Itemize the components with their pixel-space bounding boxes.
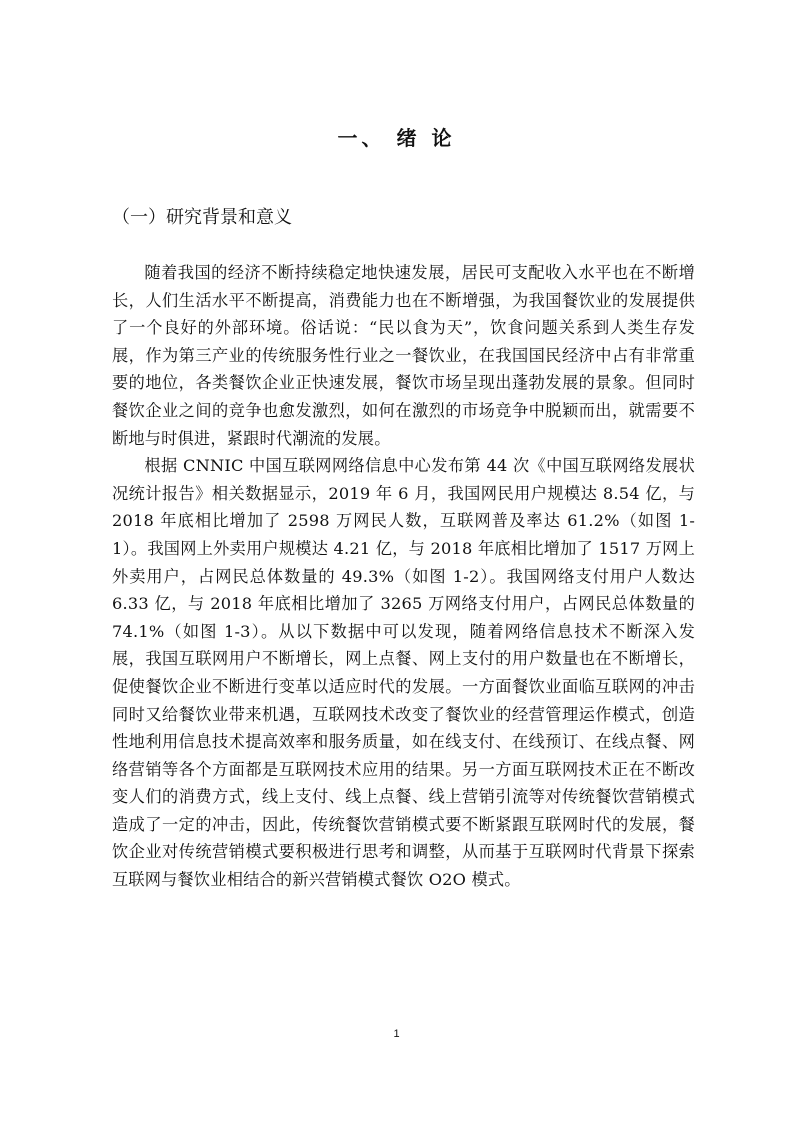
paragraph-statistics: 根据 CNNIC 中国互联网网络信息中心发布第 44 次《中国互联网络发展状况统计报告》相关数据显示，2019 年 6 月，我国网民用户规模达 8.54 亿，与 2018 年底相比增加了 2598 万网民人数，互联网普及率达 61.2%（如图 1-1）。我国网上外卖用户规模达 4.21 亿，与 2018 年底相比增加了 1517 万网上外卖用户，占网民总体数量的 49.3%（如图 1-2）。我国网络支付用户人数达 6.33 亿，与 2018 年底相比增加了 3265 万网络支付用户，占网民总体数量的 74.1%（如图 1-3）。从以下数据中可以发现，随着网络信息技术不断深入发展，我国互联网用户不断增长，网上点餐、网上支付的用户数量也在不断增长，促使餐饮企业不断进行变革以适应时代的发展。一方面餐饮业面临互联网的冲击同时又给餐饮业带来机遇，互联网技术改变了餐饮业的经营管理运作模式，创造性地利用信息技术提高效率和服务质量，如在线支付、在线预订、在线点餐、网络营销等各个方面都是互联网技术应用的结果。另一方面互联网技术正在不断改变人们的消费方式，线上支付、线上点餐、线上营销引流等对传统餐饮营销模式造成了一定的冲击，因此，传统餐饮营销模式要不断紧跟互联网时代的发展，餐饮企业对传统营销模式要积极进行思考和调整，从而基于互联网时代背景下探索互联网与餐饮业相结合的新兴营销模式餐饮 O2O 模式。 bbox=[112, 456, 695, 890]
body-text bbox=[112, 259, 695, 894]
chapter-title: 一、 绪 论 bbox=[337, 126, 456, 150]
section-title: （一）研究背景和意义 bbox=[112, 207, 292, 228]
paragraph-background: 随着我国的经济不断持续稳定地快速发展，居民可支配收入水平也在不断增长，人们生活水平不断提高，消费能力也在不断增强，为我国餐饮业的发展提供了一个良好的外部环境。俗话说：“民以食为天”，饮食问题关系到人类生存发展，作为第三产业的传统服务性行业之一餐饮业，在我国国民经济中占有非常重要的地位，各类餐饮企业正快速发展，餐饮市场呈现出蓬勃发展的景象。但同时餐饮企业之间的竞争也愈发激烈，如何在激烈的市场竞争中脱颖而出，就需要不断地与时俱进，紧跟时代潮流的发展。 bbox=[112, 263, 695, 448]
page-number: 1 bbox=[393, 1028, 400, 1040]
